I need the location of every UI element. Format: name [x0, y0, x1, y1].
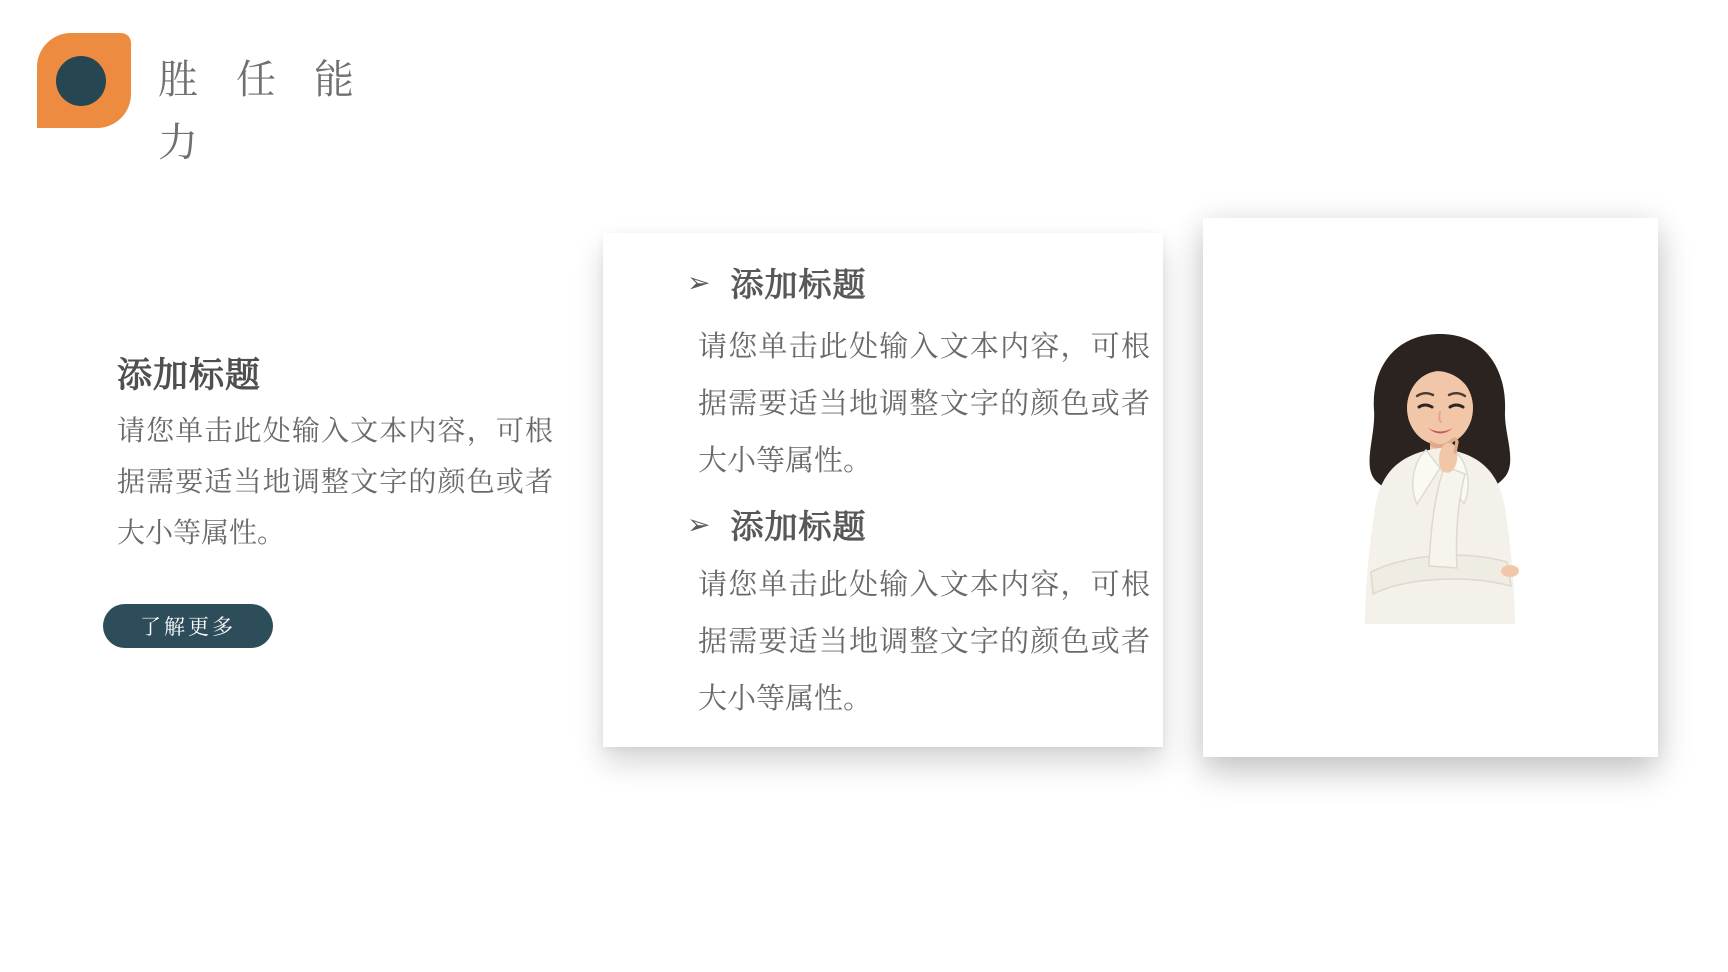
card-item-paragraph: 请您单击此处输入文本内容，可根据需要适当地调整文字的颜色或者大小等属性。	[698, 569, 1150, 715]
card-item-heading	[687, 501, 866, 548]
card-item-title: 添加标题	[730, 268, 867, 304]
arrow-bullet-icon: ➢	[687, 266, 711, 299]
card-item-heading	[687, 259, 866, 306]
left-paragraph: 请您单击此处输入文本内容，可根据需要适当地调整文字的颜色或者大小等属性。	[117, 416, 553, 549]
logo-circle-icon	[56, 56, 106, 106]
learn-more-button[interactable]: 了解更多	[103, 604, 273, 648]
person-photo	[1343, 328, 1538, 628]
card-item-title: 添加标题	[730, 510, 867, 546]
content-card	[603, 233, 1163, 747]
card-item-paragraph: 请您单击此处输入文本内容，可根据需要适当地调整文字的颜色或者大小等属性。	[698, 331, 1150, 477]
page-title: 胜任能力	[158, 57, 392, 165]
photo-card	[1203, 218, 1658, 757]
left-heading: 添加标题	[117, 356, 262, 395]
logo	[37, 33, 131, 128]
arrow-bullet-icon: ➢	[687, 508, 711, 541]
